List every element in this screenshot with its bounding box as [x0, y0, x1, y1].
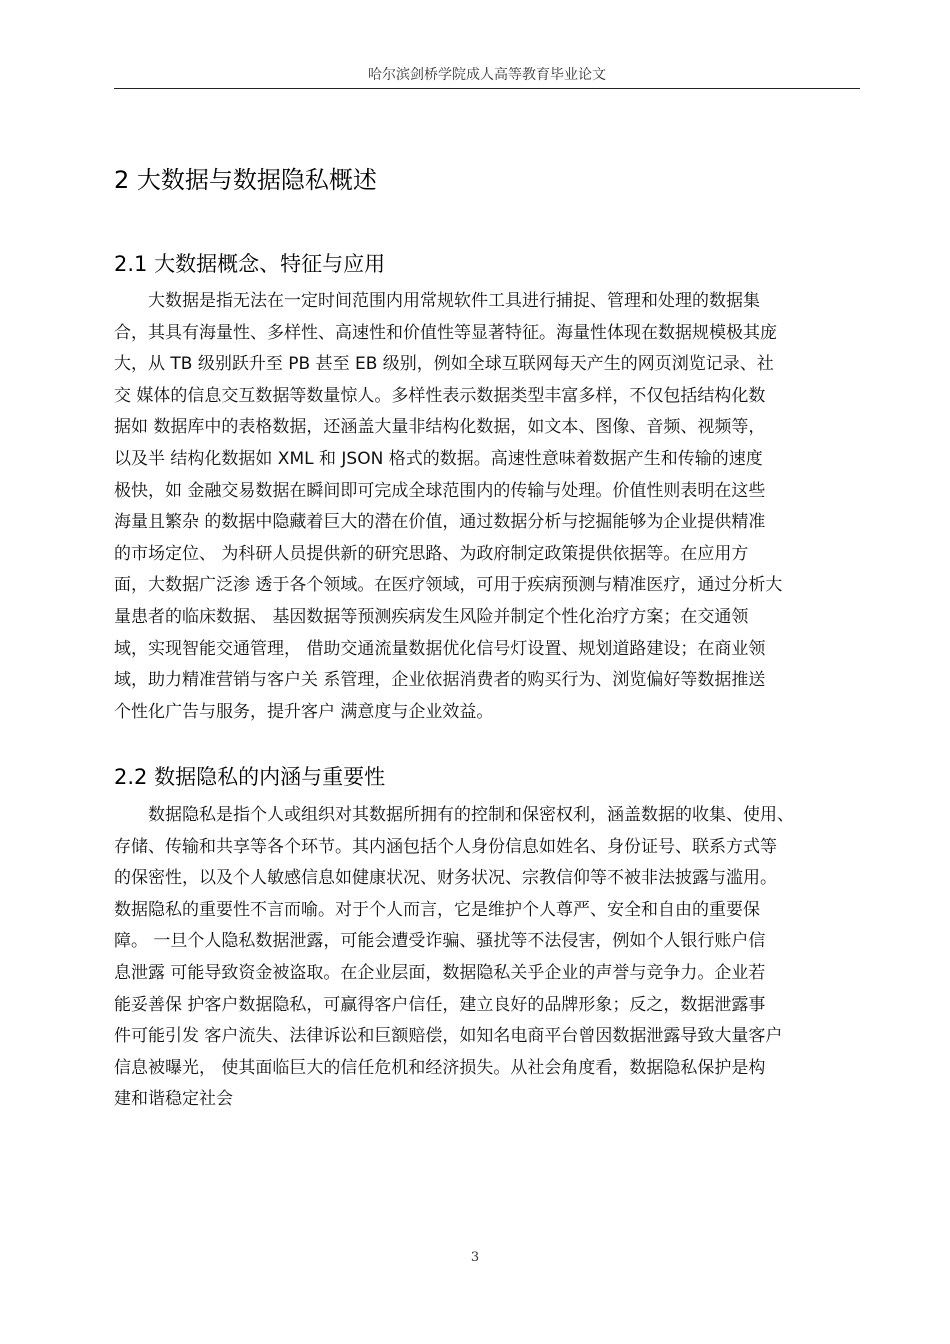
paragraph-line: 个性化广告与服务，提升客户 满意度与企业效益。: [114, 701, 494, 722]
paragraph-line: 数据隐私的重要性不言而喻。对于个人而言，它是维护个人尊严、安全和自由的重要保: [114, 899, 760, 920]
paragraph-line: 大数据是指无法在一定时间范围内用常规软件工具进行捕捉、管理和处理的数据集: [114, 291, 760, 311]
paragraph-line: 件可能引发 客户流失、法律诉讼和巨额赔偿，如知名电商平台曾因数据泄露导致大量客户: [114, 1026, 783, 1047]
paragraph-line: 障。 一旦个人隐私数据泄露，可能会遭受诈骗、骚扰等不法侵害，例如个人银行账户信: [114, 931, 766, 952]
section-2-2-paragraph: [114, 800, 860, 1116]
paragraph-line: 极快，如 金融交易数据在瞬间即可完成全球范围内的传输与处理。价值性则表明在这些: [114, 480, 766, 501]
chapter-title: 2 大数据与数据隐私概述: [114, 166, 377, 194]
paragraph-line: 域，助力精准营销与客户关 系管理，企业依据消费者的购买行为、浏览偏好等数据推送: [114, 670, 766, 691]
paragraph-line: 据如 数据库中的表格数据，还涵盖大量非结构化数据，如文本、图像、音频、视频等，: [114, 417, 766, 438]
paragraph-line: 大，从 TB 级别跃升至 PB 甚至 EB 级别，例如全球互联网每天产生的网页浏览记录、社: [114, 354, 774, 375]
paragraph-line: 信息被曝光， 使其面临巨大的信任危机和经济损失。从社会角度看，数据隐私保护是构: [114, 1057, 766, 1078]
paragraph-line: 量患者的临床数据、 基因数据等预测疾病发生风险并制定个性化治疗方案；在交通领: [114, 606, 749, 627]
header-rule: [114, 88, 860, 89]
paragraph-line: 合，其具有海量性、多样性、高速性和价值性等显著特征。海量性体现在数据规模极其庞: [114, 322, 777, 343]
paragraph-line: 息泄露 可能导致资金被盗取。在企业层面，数据隐私关乎企业的声誉与竞争力。企业若: [114, 962, 766, 983]
section-title-2-1: 2.1 大数据概念、特征与应用: [114, 252, 386, 276]
paragraph-line: 以及半 结构化数据如 XML 和 JSON 格式的数据。高速性意味着数据产生和传输的速度: [114, 448, 763, 469]
paragraph-line: 的市场定位、 为科研人员提供新的研究思路、为政府制定政策提供依据等。在应用方: [114, 543, 749, 564]
page-number: 3: [470, 1250, 480, 1265]
paragraph-line: 交 媒体的信息交互数据等数量惊人。多样性表示数据类型丰富多样，不仅包括结构化数: [114, 385, 766, 406]
paragraph-line: 能妥善保 护客户数据隐私，可赢得客户信任，建立良好的品牌形象；反之，数据泄露事: [114, 994, 766, 1015]
section-title-2-2: 2.2 数据隐私的内涵与重要性: [114, 765, 386, 789]
section-2-1-paragraph: [114, 286, 860, 728]
paragraph-line: 的保密性，以及个人敏感信息如健康状况、财务状况、宗教信仰等不被非法披露与滥用。: [114, 868, 777, 889]
paragraph-line: 面，大数据广泛渗 透于各个领域。在医疗领域，可用于疾病预测与精准医疗，通过分析大: [114, 575, 783, 596]
paragraph-line: 建和谐稳定社会: [114, 1089, 233, 1110]
paragraph-line: 存储、传输和共享等各个环节。其内涵包括个人身份信息如姓名、身份证号、联系方式等: [114, 836, 777, 857]
paragraph-line: 域，实现智能交通管理， 借助交通流量数据优化信号灯设置、规划道路建设；在商业领: [114, 638, 766, 659]
paragraph-line: 海量且繁杂 的数据中隐藏着巨大的潜在价值，通过数据分析与挖掘能够为企业提供精准: [114, 512, 766, 533]
running-header: 哈尔滨剑桥学院成人高等教育毕业论文: [368, 67, 606, 83]
paragraph-line: 数据隐私是指个人或组织对其数据所拥有的控制和保密权利，涵盖数据的收集、使用、: [114, 805, 794, 825]
